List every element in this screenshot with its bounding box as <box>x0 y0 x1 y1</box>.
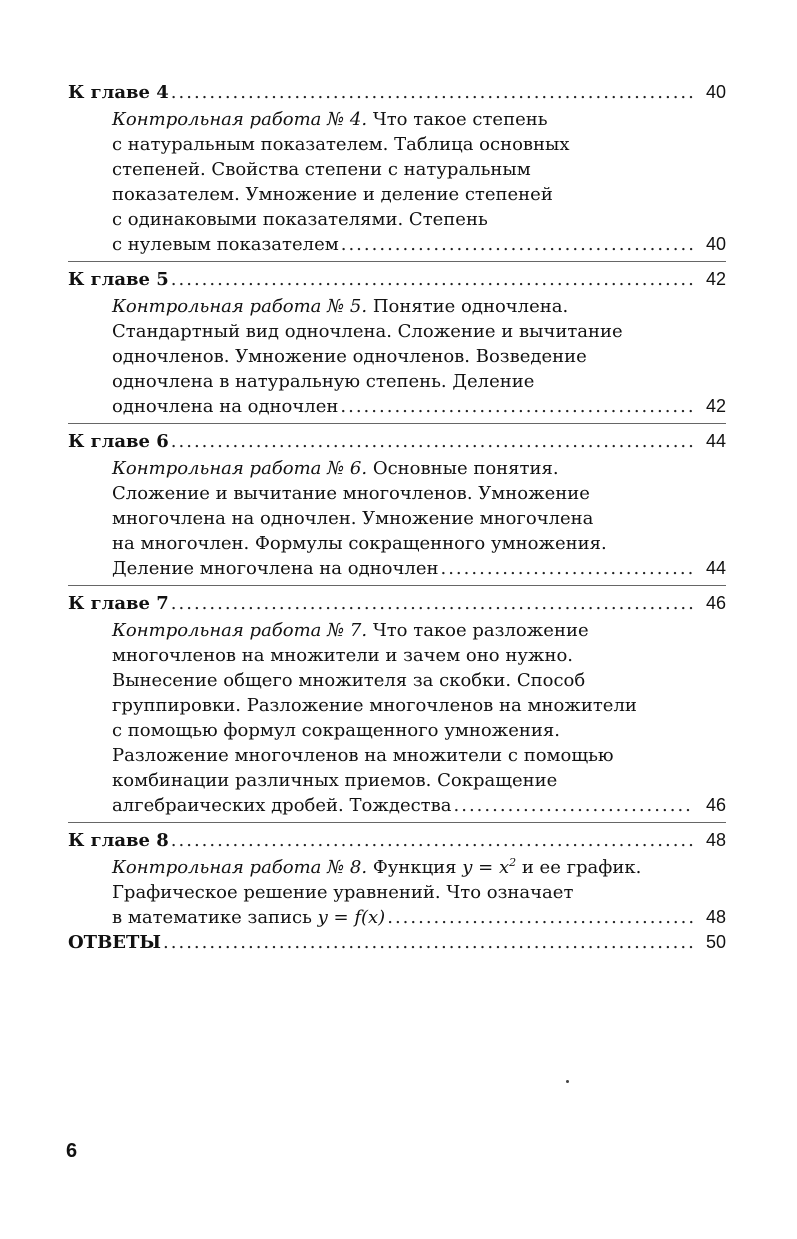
toc-entry-last-line[interactable] <box>68 793 726 818</box>
dot-leader <box>171 269 694 290</box>
toc-section-chapter-8 <box>68 826 726 932</box>
toc-entry-last-line[interactable] <box>68 394 726 419</box>
toc-entry-last-line[interactable] <box>68 232 726 257</box>
section-divider <box>68 261 726 262</box>
dot-leader <box>454 795 694 816</box>
page-ref: 48 <box>705 830 726 850</box>
entry-text: Понятие одночлена. <box>372 296 569 317</box>
toc-entry-line <box>68 456 726 481</box>
toc-entry-line <box>68 880 726 905</box>
toc-section-chapter-4 <box>68 78 726 259</box>
toc-entry-line <box>68 481 726 506</box>
toc-entry-line <box>68 107 726 132</box>
page-ref: 50 <box>705 932 726 952</box>
toc-entry-line <box>68 855 726 880</box>
test-label: Контрольная работа № 7. <box>112 620 368 641</box>
chapter-title: К главе 8 <box>68 830 169 851</box>
toc-entry-last-line[interactable] <box>68 905 726 930</box>
entry-text: Разложение многочленов на множители с помощью <box>112 745 614 766</box>
entry-text: в математике запись <box>112 907 318 928</box>
entry-text: показателем. Умножение и деление степеней <box>112 184 553 205</box>
entry-text: одночлена на одночлен <box>112 396 339 417</box>
dot-leader <box>171 830 694 851</box>
entry-text: алгебраических дробей. Тождества <box>112 795 452 816</box>
answers-title: ОТВЕТЫ <box>68 932 162 953</box>
toc-section-chapter-7 <box>68 589 726 820</box>
chapter-title: К главе 7 <box>68 593 169 614</box>
entry-text: Деление многочлена на одночлен <box>112 558 439 579</box>
entry-text: Что такое степень <box>372 109 548 130</box>
entry-text: степеней. Свойства степени с натуральным <box>112 159 531 180</box>
dot-leader <box>340 396 694 417</box>
toc-entry-line <box>68 157 726 182</box>
toc-section-chapter-6 <box>68 427 726 583</box>
toc-entry-line <box>68 768 726 793</box>
math-formula: y = x <box>462 857 510 878</box>
entry-text: многочлена на одночлен. Умножение многочлена <box>112 508 594 529</box>
toc-chapter-heading[interactable] <box>68 427 726 456</box>
toc-entry-line <box>68 693 726 718</box>
page-ref: 40 <box>705 234 726 254</box>
toc-entry-line <box>68 344 726 369</box>
entry-text: Графическое решение уравнений. Что означает <box>112 882 574 903</box>
toc-answers-heading[interactable] <box>68 932 726 961</box>
entry-text: с натуральным показателем. Таблица основных <box>112 134 570 155</box>
page-ref: 44 <box>705 431 726 451</box>
dot-leader <box>163 932 694 953</box>
page-ref: 42 <box>705 269 726 289</box>
chapter-title: К главе 4 <box>68 82 169 103</box>
entry-text: Основные понятия. <box>372 458 559 479</box>
page-number: 6 <box>66 1140 78 1162</box>
dot-leader <box>440 558 694 579</box>
toc-entry-line <box>68 531 726 556</box>
test-label: Контрольная работа № 4. <box>112 109 368 130</box>
entry-text: Сложение и вычитание многочленов. Умножение <box>112 483 590 504</box>
entry-text: на многочлен. Формулы сокращенного умножения. <box>112 533 607 554</box>
toc-entry-last-line[interactable] <box>68 556 726 581</box>
section-divider <box>68 423 726 424</box>
toc-entry-line <box>68 618 726 643</box>
section-divider <box>68 822 726 823</box>
entry-text: с одинаковыми показателями. Степень <box>112 209 488 230</box>
toc-chapter-heading[interactable] <box>68 78 726 107</box>
page-ref: 42 <box>705 396 726 416</box>
entry-text: многочленов на множители и зачем оно нужно. <box>112 645 574 666</box>
chapter-title: К главе 6 <box>68 431 169 452</box>
page-ref: 48 <box>705 907 726 927</box>
print-speck <box>566 1080 569 1083</box>
toc-entry-line <box>68 718 726 743</box>
toc-entry-line <box>68 743 726 768</box>
page-ref: 46 <box>705 795 726 815</box>
entry-text: Вынесение общего множителя за скобки. Способ <box>112 670 586 691</box>
entry-text: одночлена в натуральную степень. Деление <box>112 371 535 392</box>
toc-entry-line <box>68 506 726 531</box>
entry-text: Что такое разложение <box>372 620 589 641</box>
toc-chapter-heading[interactable] <box>68 826 726 855</box>
entry-text: комбинации различных приемов. Сокращение <box>112 770 558 791</box>
toc-entry-line <box>68 294 726 319</box>
page-ref: 40 <box>705 82 726 102</box>
toc-entry-line <box>68 369 726 394</box>
dot-leader <box>171 593 694 614</box>
table-of-contents <box>68 78 726 961</box>
entry-text: Стандартный вид одночлена. Сложение и вычитание <box>112 321 623 342</box>
dot-leader <box>341 234 694 255</box>
math-formula: y = f(x) <box>317 907 386 928</box>
toc-chapter-heading[interactable] <box>68 589 726 618</box>
chapter-title: К главе 5 <box>68 269 169 290</box>
page-ref: 46 <box>705 593 726 613</box>
toc-entry-line <box>68 643 726 668</box>
entry-text: и ее график. <box>516 857 642 878</box>
entry-text: Функция <box>372 857 463 878</box>
toc-entry-line <box>68 319 726 344</box>
entry-text: с помощью формул сокращенного умножения. <box>112 720 560 741</box>
entry-text: одночленов. Умножение одночленов. Возведение <box>112 346 587 367</box>
test-label: Контрольная работа № 6. <box>112 458 368 479</box>
toc-chapter-heading[interactable] <box>68 265 726 294</box>
toc-section-chapter-5 <box>68 265 726 421</box>
toc-entry-line <box>68 668 726 693</box>
math-exponent: 2 <box>509 856 517 869</box>
section-divider <box>68 585 726 586</box>
test-label: Контрольная работа № 5. <box>112 296 368 317</box>
dot-leader <box>387 907 694 928</box>
entry-text: с нулевым показателем <box>112 234 339 255</box>
page-ref: 44 <box>705 558 726 578</box>
test-label: Контрольная работа № 8. <box>112 857 368 878</box>
dot-leader <box>171 431 694 452</box>
toc-entry-line <box>68 182 726 207</box>
toc-entry-line <box>68 207 726 232</box>
dot-leader <box>171 82 694 103</box>
toc-entry-line <box>68 132 726 157</box>
entry-text: группировки. Разложение многочленов на множители <box>112 695 637 716</box>
